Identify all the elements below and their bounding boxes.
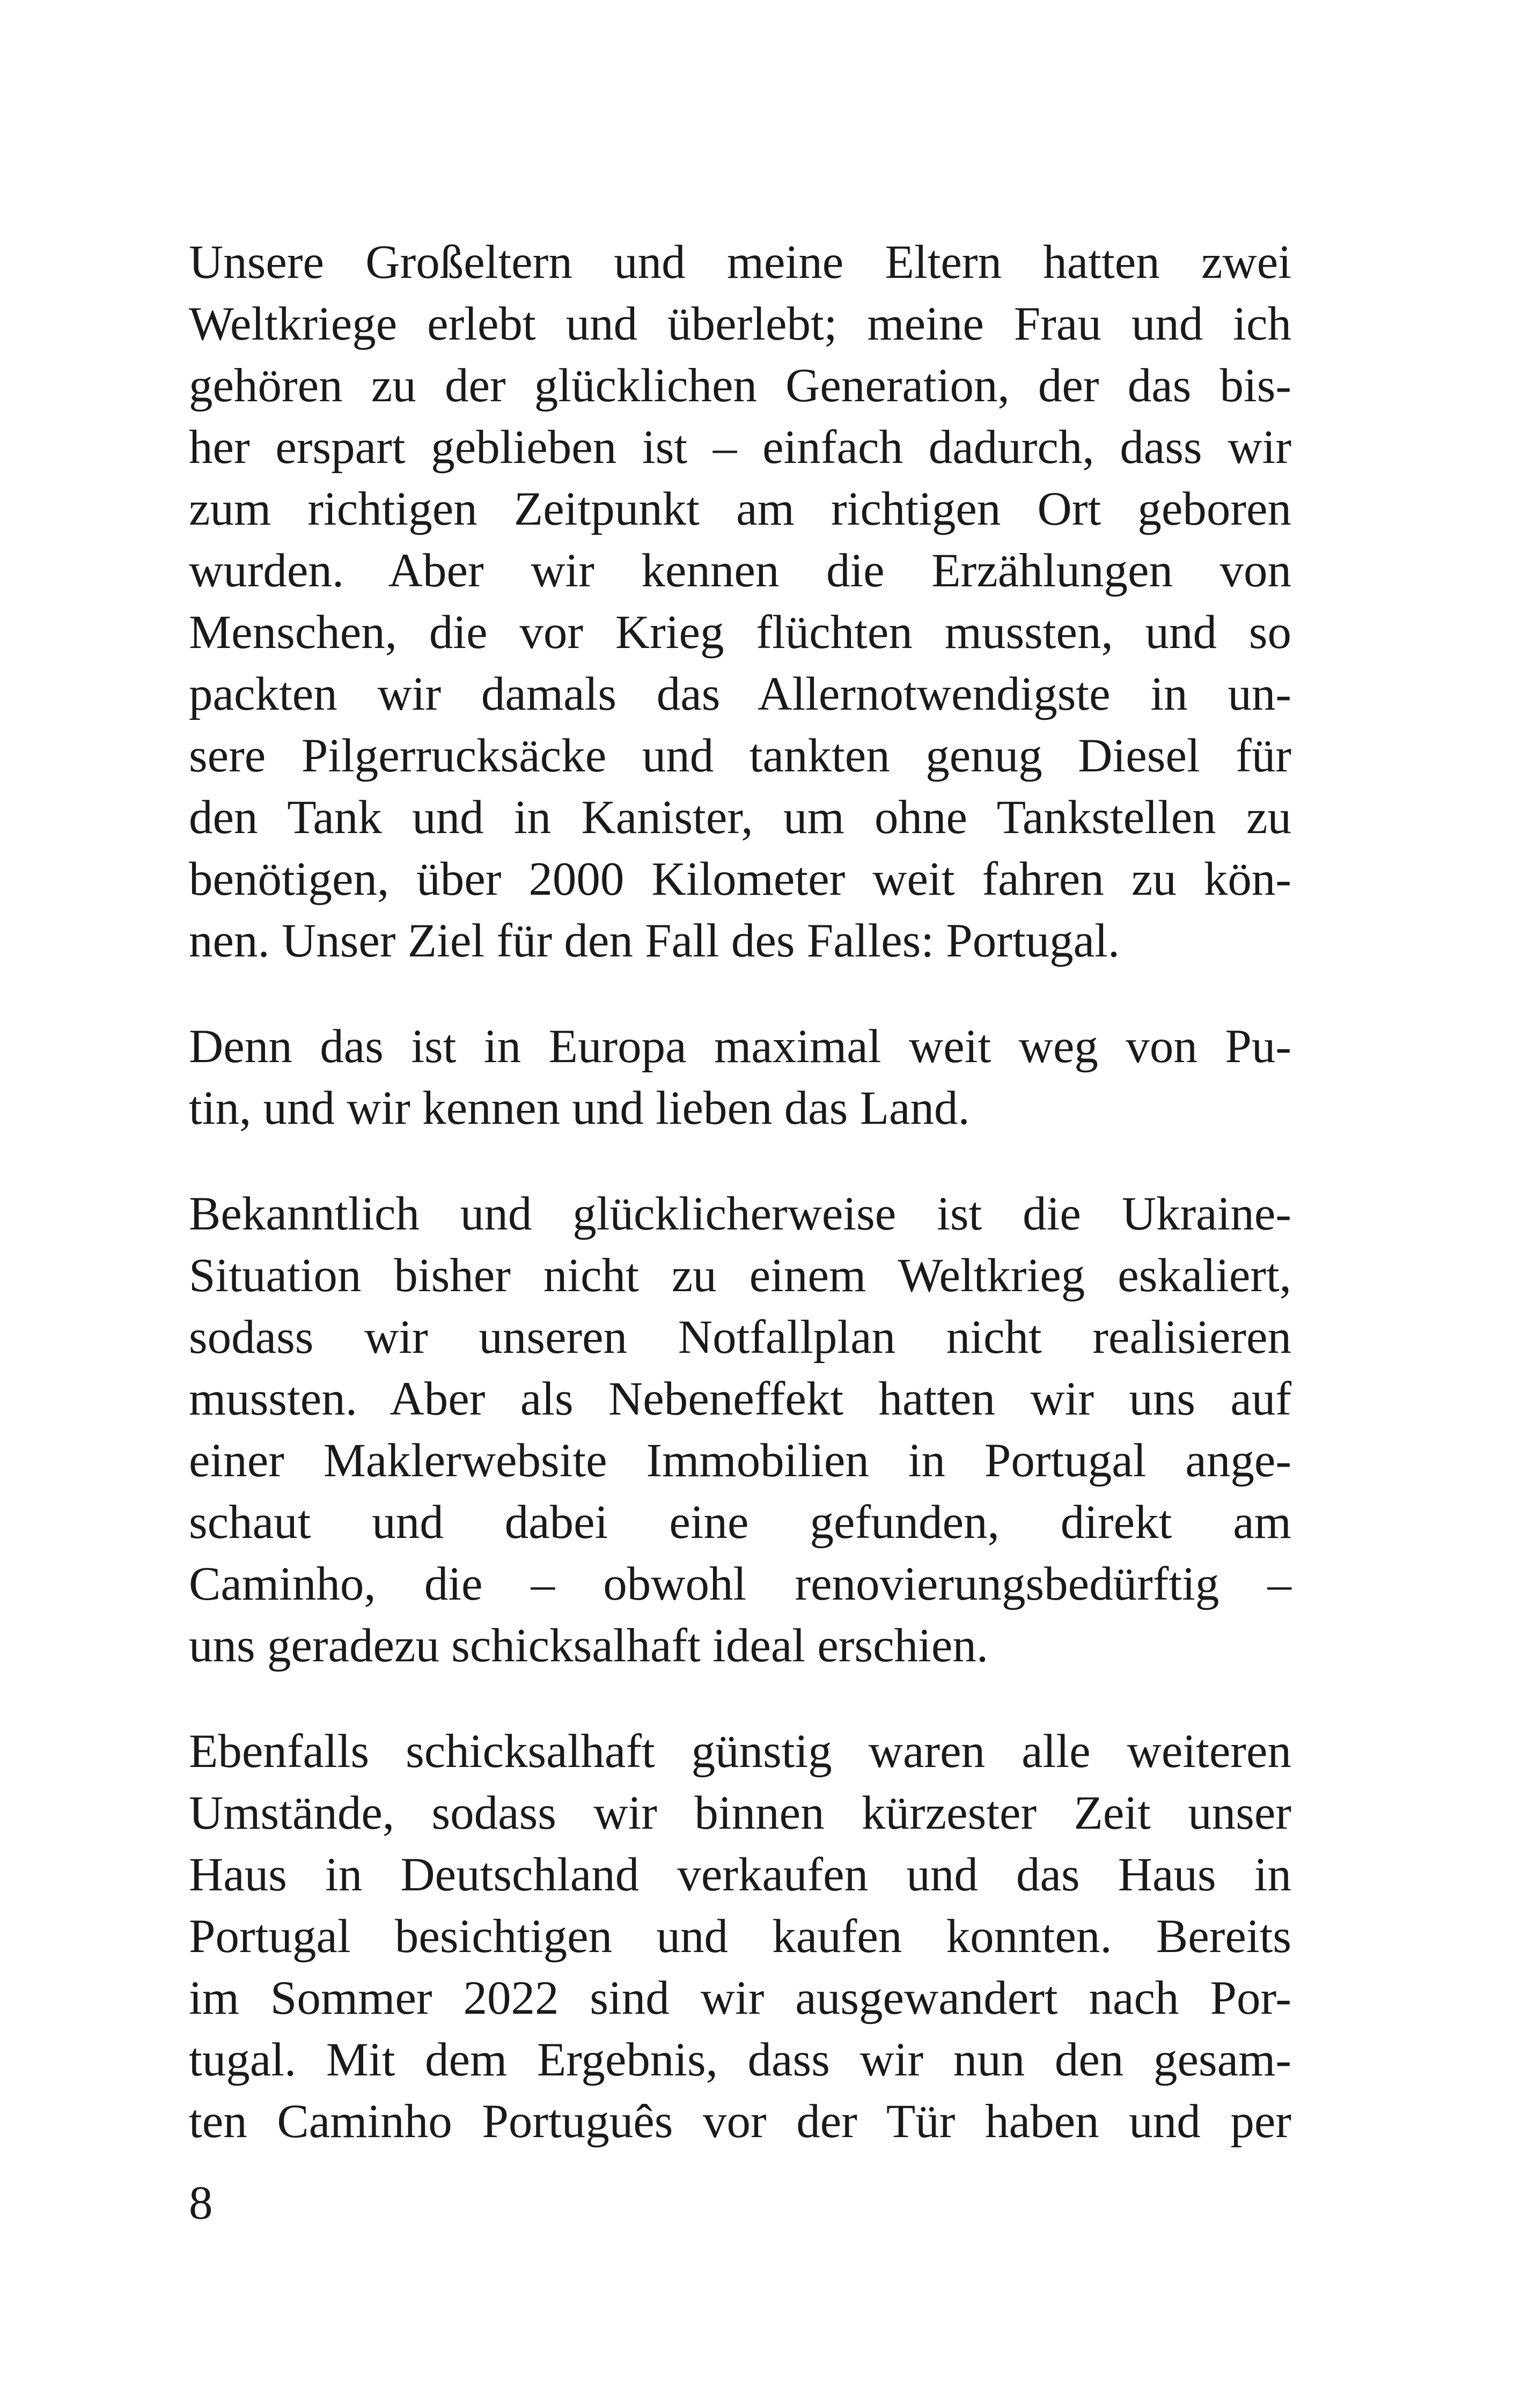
text-line: einer Maklerwebsite Immobilien in Portugal ange- bbox=[189, 1434, 1291, 1487]
text-line: sere Pilgerrucksäcke und tankten genug Diesel für bbox=[189, 730, 1291, 782]
text-line: uns geradezu schicksalhaft ideal erschien. bbox=[189, 1619, 989, 1672]
text-line: Haus in Deutschland verkaufen und das Haus in bbox=[189, 1849, 1291, 1901]
text-line: Caminho, die – obwohl renovierungsbedürftig – bbox=[189, 1558, 1291, 1610]
text-line: gehören zu der glücklichen Generation, der das bis- bbox=[189, 359, 1291, 412]
text-line: zum richtigen Zeitpunkt am richtigen Ort geboren bbox=[189, 483, 1291, 535]
text-line: tin, und wir kennen und lieben das Land. bbox=[189, 1082, 970, 1135]
text-line: schaut und dabei eine gefunden, direkt am bbox=[189, 1496, 1291, 1549]
text-line: ten Caminho Português vor der Tür haben und per bbox=[189, 2095, 1291, 2148]
paragraph-1 bbox=[189, 232, 1291, 972]
text-line: Denn das ist in Europa maximal weit weg von Pu- bbox=[189, 1020, 1291, 1073]
text-line: Unsere Großeltern und meine Eltern hatten zwei bbox=[189, 236, 1291, 289]
text-line: Ebenfalls schicksalhaft günstig waren alle weiteren bbox=[189, 1725, 1291, 1778]
text-line: her erspart geblieben ist – einfach dadurch, dass wir bbox=[189, 421, 1291, 474]
text-line: Portugal besichtigen und kaufen konnten. Bereits bbox=[189, 1910, 1291, 1963]
page-number: 8 bbox=[189, 2177, 213, 2229]
text-line: mussten. Aber als Nebeneffekt hatten wir uns auf bbox=[189, 1373, 1291, 1425]
text-line: benötigen, über 2000 Kilometer weit fahren zu kön- bbox=[189, 853, 1291, 905]
text-line: Situation bisher nicht zu einem Weltkrieg eskaliert, bbox=[189, 1249, 1291, 1302]
text-line: den Tank und in Kanister, um ohne Tankstellen zu bbox=[189, 791, 1291, 844]
text-line: wurden. Aber wir kennen die Erzählungen von bbox=[189, 544, 1291, 597]
text-line: nen. Unser Ziel für den Fall des Falles: Portugal. bbox=[189, 915, 1120, 967]
text-line: Umstände, sodass wir binnen kürzester Zeit unser bbox=[189, 1787, 1291, 1839]
paragraph-3 bbox=[189, 1183, 1291, 1677]
text-line: sodass wir unseren Notfallplan nicht realisieren bbox=[189, 1311, 1291, 1364]
text-line: packten wir damals das Allernotwendigste in un- bbox=[189, 668, 1291, 720]
text-line: Weltkriege erlebt und überlebt; meine Frau und ich bbox=[189, 298, 1291, 350]
text-line: Bekanntlich und glücklicherweise ist die Ukraine- bbox=[189, 1188, 1291, 1240]
text-line: Menschen, die vor Krieg flüchten mussten, und so bbox=[189, 606, 1291, 659]
body-text bbox=[189, 232, 1291, 2197]
text-line: im Sommer 2022 sind wir ausgewandert nach Por- bbox=[189, 1972, 1291, 2024]
text-line: tugal. Mit dem Ergebnis, dass wir nun den gesam- bbox=[189, 2034, 1291, 2086]
paragraph-4 bbox=[189, 1721, 1291, 2153]
paragraph-2 bbox=[189, 1016, 1291, 1139]
